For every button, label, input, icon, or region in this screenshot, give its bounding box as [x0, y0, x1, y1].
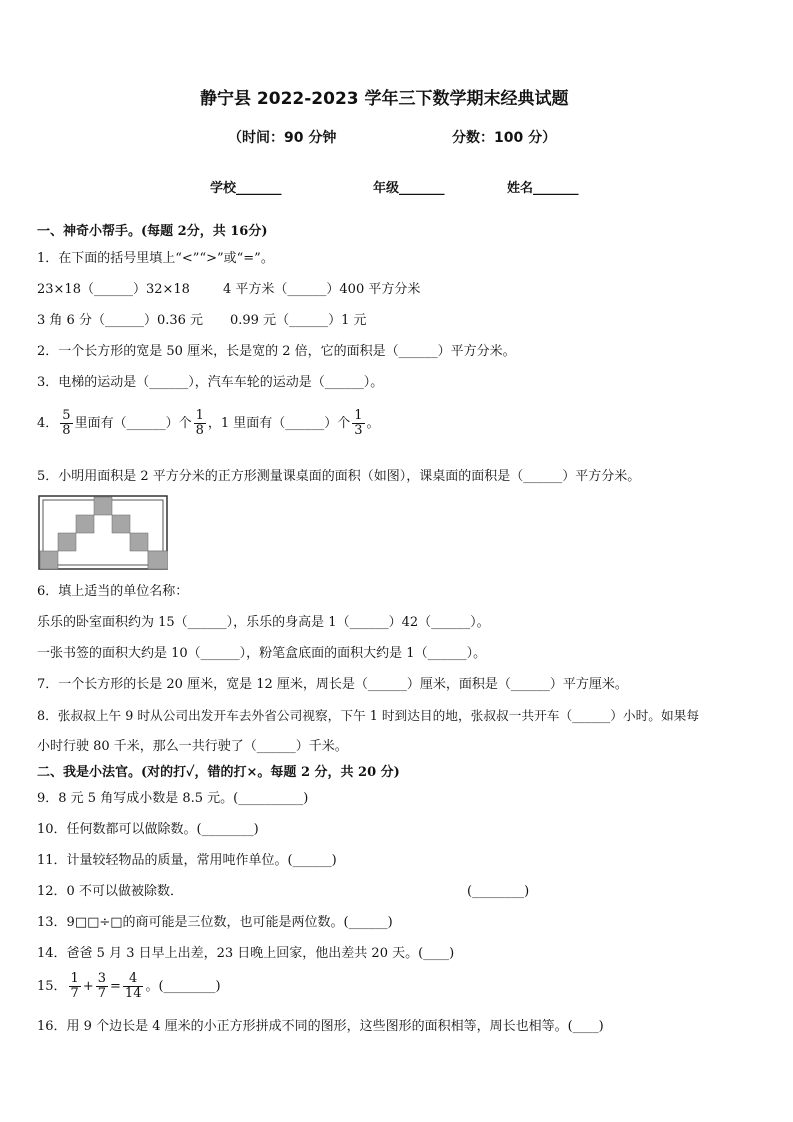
fraction-denominator: 14	[124, 986, 142, 1001]
name-field: 姓名_______	[507, 181, 579, 196]
question-15-number: 15．	[37, 979, 67, 994]
fraction-3-7	[96, 972, 108, 1001]
question-6: 6．填上适当的单位名称：	[37, 584, 189, 599]
question-5: 5．小明用面积是 2 平方分米的正方形测量课桌面的面积（如图），课桌面的面积是（______）平方分米。	[37, 469, 641, 484]
question-1: 1．在下面的括号里填上“<”“>”或“=”。	[37, 251, 274, 266]
fraction-denominator: 3	[354, 423, 363, 438]
question-2: 2．一个长方形的宽是 50 厘米，长是宽的 2 倍，它的面积是（______）平方分米。	[37, 344, 516, 359]
school-field: 学校_______	[210, 181, 282, 196]
question-12-blank: (________)	[467, 884, 530, 899]
question-8-line-1: 8．张叔叔上午 9 时从公司出发开车去外省公司视察，下午 1 时到达目的地，张叔叔一共开车（______）小时。如果每	[37, 708, 700, 723]
fraction-numerator: 1	[70, 971, 79, 986]
square-tile	[94, 497, 112, 515]
fraction-1-8	[194, 409, 206, 438]
fraction-numerator: 5	[62, 408, 71, 423]
page-title: 静宁县 2022-2023 学年三下数学期末经典试题	[200, 89, 569, 109]
question-4	[37, 409, 380, 438]
question-4-number: 4．	[37, 416, 59, 431]
question-1d: 0.99 元（______）1 元	[230, 313, 367, 328]
question-4-text-1: 里面有（______）个	[74, 416, 192, 431]
question-16: 16．用 9 个边长是 4 厘米的小正方形拼成不同的图形，这些图形的面积相等，周长也相等。(____)	[37, 1019, 604, 1034]
fraction-1-3	[352, 409, 364, 438]
square-tile	[112, 515, 130, 533]
desk-tiling-figure	[38, 495, 168, 570]
section-heading-2: 二、我是小法官。(对的打✓，错的打×。每题 2 分，共 20 分)	[37, 765, 400, 780]
square-tile	[40, 551, 58, 569]
fraction-1-7	[69, 972, 81, 1001]
fraction-numerator: 1	[354, 408, 363, 423]
grade-field: 年级_______	[373, 181, 445, 196]
question-14: 14．爸爸 5 月 3 日早上出差，23 日晚上回家，他出差共 20 天。(____)	[37, 946, 455, 961]
question-1a: 23×18（______）32×18	[37, 282, 190, 297]
question-11: 11．计量较轻物品的质量，常用吨作单位。(______)	[37, 853, 337, 868]
question-7: 7．一个长方形的长是 20 厘米，宽是 12 厘米，周长是（______）厘米，面积是（______）平方厘米。	[37, 677, 628, 692]
question-6a: 乐乐的卧室面积约为 15（______），乐乐的身高是 1（______）42（______）。	[37, 615, 490, 630]
exam-time: （时间：90 分钟	[228, 130, 337, 146]
exam-score: 分数：100 分）	[452, 130, 557, 146]
question-4-text-2: ，1 里面有（______）个	[207, 416, 351, 431]
square-tile	[148, 551, 168, 569]
question-12: 12．0 不可以做被除数．	[37, 884, 183, 899]
section-heading-1: 一、神奇小帮手。(每题 2分，共 16分)	[37, 224, 268, 239]
fraction-denominator: 7	[70, 986, 79, 1001]
fraction-5-8	[60, 409, 72, 438]
square-tile	[76, 515, 94, 533]
question-8-line-2: 小时行驶 80 千米，那么一共行驶了（______）千米。	[37, 739, 348, 754]
fraction-numerator: 1	[195, 408, 204, 423]
question-3: 3．电梯的运动是（______），汽车车轮的运动是（______）。	[37, 375, 384, 390]
question-6b: 一张书签的面积大约是 10（______），粉笔盒底面的面积大约是 1（______）。	[37, 646, 487, 661]
fraction-denominator: 8	[195, 423, 204, 438]
fraction-4-14	[123, 972, 144, 1001]
equals-sign: =	[110, 979, 121, 994]
question-1b: 4 平方米（______）400 平方分米	[223, 282, 421, 297]
fraction-numerator: 4	[123, 972, 144, 987]
plus-sign: +	[82, 979, 94, 994]
fraction-denominator: 8	[62, 423, 71, 438]
question-9: 9．8 元 5 角写成小数是 8.5 元。(__________)	[37, 791, 309, 806]
question-15-tail: 。(________)	[145, 979, 221, 994]
question-4-text-3: 。	[366, 416, 380, 431]
square-tile	[130, 533, 148, 551]
question-13: 13．9□□÷□的商可能是三位数，也可能是两位数。(______)	[37, 915, 393, 930]
question-10: 10．任何数都可以做除数。(________)	[37, 822, 259, 837]
fraction-numerator: 3	[97, 971, 107, 986]
question-1c: 3 角 6 分（______）0.36 元	[37, 313, 204, 328]
fraction-denominator: 7	[97, 986, 107, 1001]
square-tile	[58, 533, 76, 551]
question-15	[37, 972, 221, 1001]
